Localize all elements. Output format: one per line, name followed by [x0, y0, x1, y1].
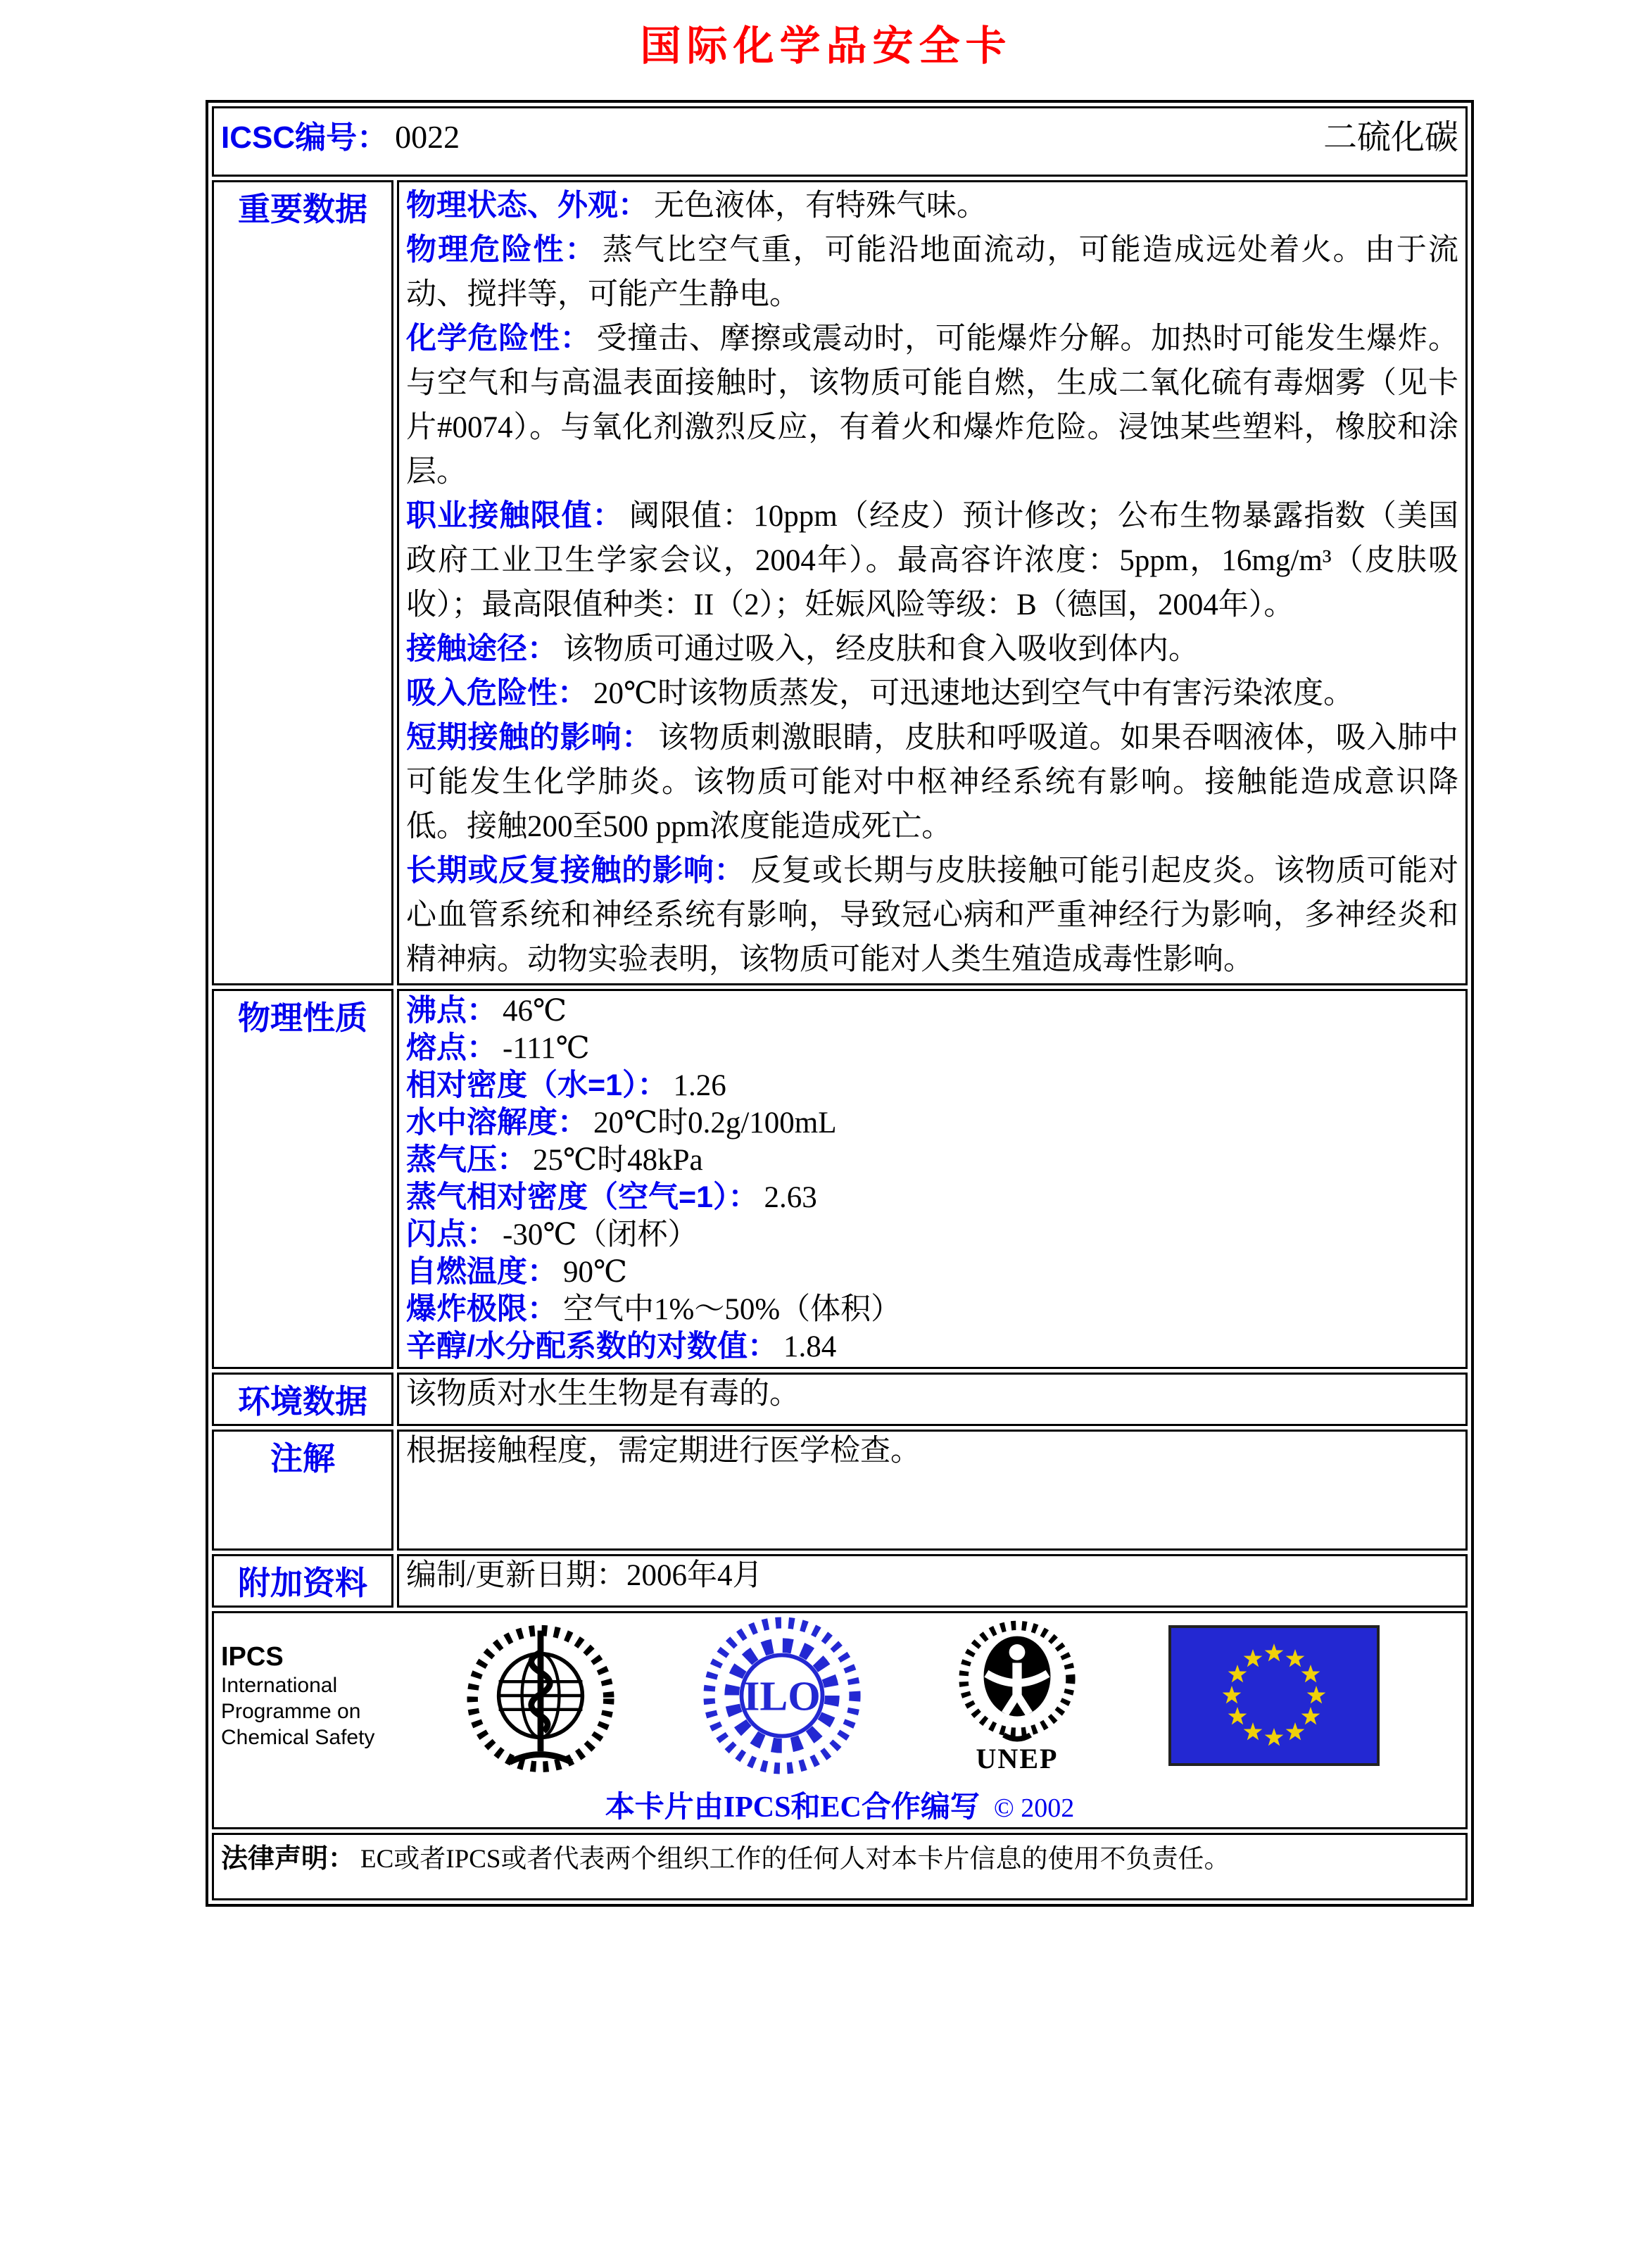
page-title: 国际化学品安全卡 [640, 23, 1012, 69]
footer-copyright: © 2002 [993, 1793, 1075, 1823]
section-row-4 [212, 1554, 1468, 1608]
card-sections-body [212, 180, 1468, 1608]
field-value: 编制/更新日期：2006年4月 [406, 1559, 763, 1592]
section-row-2 [212, 1373, 1468, 1426]
paragraph [406, 1328, 1458, 1365]
paragraph [406, 184, 1458, 228]
section-row-3 [212, 1430, 1468, 1551]
section-label: 环境数据 [212, 1373, 393, 1426]
paragraph [406, 1030, 1458, 1067]
ipcs-line: Programme on [221, 1699, 361, 1723]
field-value: 20℃时该物质蒸发，可迅速地达到空气中有害污染浓度。 [593, 677, 1354, 710]
paragraph [406, 228, 1458, 317]
ipcs-line: International [221, 1673, 338, 1697]
field-label: 化学危险性： [406, 322, 591, 355]
footer-caption-text: 本卡片由IPCS和EC合作编写 [605, 1791, 980, 1824]
field-label: 蒸气相对密度（空气=1）： [406, 1180, 759, 1214]
section-label: 重要数据 [212, 180, 393, 985]
paragraph [406, 1254, 1458, 1291]
field-value: 该物质对水生生物是有毒的。 [406, 1377, 800, 1411]
logos-row [212, 1611, 1468, 1829]
unep-logo-icon [950, 1617, 1084, 1774]
field-label: 短期接触的影响： [406, 721, 653, 755]
field-label: 职业接触限值： [406, 499, 624, 533]
ilo-logo-icon [701, 1615, 863, 1777]
field-label: 物理状态、外观： [406, 189, 648, 222]
section-content [397, 1554, 1468, 1608]
section-row-0 [212, 180, 1468, 985]
field-value: 46℃ [503, 995, 567, 1028]
unep-logo-label: UNEP [976, 1743, 1059, 1774]
section-label: 注解 [212, 1430, 393, 1551]
icsc-number-label: ICSC编号： [221, 120, 389, 155]
footer-caption [221, 1784, 1458, 1826]
section-label: 物理性质 [212, 989, 393, 1369]
paragraph [406, 1142, 1458, 1179]
eu-flag-icon [1168, 1625, 1380, 1766]
section-content [397, 1373, 1468, 1426]
field-label: 长期或反复接触的影响： [406, 854, 745, 888]
card-footer-body [212, 1611, 1468, 1900]
paragraph [406, 317, 1458, 494]
section-content [397, 1430, 1468, 1551]
field-value: 蒸气比空气重，可能沿地面流动，可能造成远处着火。由于流动、搅拌等，可能产生静电。 [406, 234, 1458, 311]
header-row [212, 106, 1468, 177]
ipcs-text-block [221, 1641, 418, 1750]
paragraph [406, 716, 1458, 849]
field-value: -111℃ [503, 1032, 590, 1065]
field-label: 熔点： [406, 1031, 497, 1065]
field-label: 水中溶解度： [406, 1106, 588, 1140]
paragraph [406, 1433, 1458, 1470]
field-value: 1.26 [673, 1069, 726, 1102]
field-value: 2.63 [764, 1181, 817, 1214]
field-label: 自燃温度： [406, 1255, 557, 1289]
section-row-1 [212, 989, 1468, 1369]
field-label: 接触途径： [406, 632, 557, 666]
ipcs-acronym: IPCS [221, 1641, 284, 1672]
paragraph [406, 1104, 1458, 1142]
field-label: 物理危险性： [406, 233, 597, 267]
paragraph [406, 1179, 1458, 1216]
field-value: 空气中1%～50%（体积） [563, 1293, 902, 1326]
field-label: 闪点： [406, 1218, 497, 1251]
field-label: 吸入危险性： [406, 676, 588, 710]
section-label: 附加资料 [212, 1554, 393, 1608]
logos-cell [212, 1611, 1468, 1829]
svg-text:ILO: ILO [743, 1672, 821, 1720]
legal-label: 法律声明： [221, 1844, 355, 1874]
section-content [397, 180, 1468, 985]
card-header-body [212, 106, 1468, 177]
field-label: 辛醇/水分配系数的对数值： [406, 1330, 778, 1363]
paragraph [406, 1291, 1458, 1328]
field-value: 25℃时48kPa [533, 1144, 703, 1177]
field-label: 爆炸极限： [406, 1292, 557, 1326]
field-value: -30℃（闭杯） [503, 1218, 698, 1251]
paragraph [406, 992, 1458, 1030]
legal-text: EC或者IPCS或者代表两个组织工作的任何人对本卡片信息的使用不负责任。 [360, 1845, 1230, 1874]
paragraph [406, 671, 1458, 716]
field-value: 反复或长期与皮肤接触可能引起皮炎。该物质可能对心血管系统和神经系统有影响，导致冠心病和严重神经行为影响，多神经炎和精神病。动物实验表明，该物质可能对人类生殖造成毒性影响。 [406, 854, 1459, 976]
field-value: 1.84 [783, 1330, 837, 1363]
paragraph [406, 1216, 1458, 1254]
icsc-card-table [206, 100, 1474, 1907]
who-logo-icon [463, 1618, 618, 1773]
field-value: 受撞击、摩擦或震动时，可能爆炸分解。加热时可能发生爆炸。与空气和与高温表面接触时，该物质可能自燃，生成二氧化硫有毒烟雾（见卡片#0074）。与氧化剂激烈反应，有着火和爆炸危险。浸蚀某些塑料，橡胶和涂层。 [406, 322, 1459, 488]
field-value: 该物质可通过吸入，经皮肤和食入吸收到体内。 [563, 633, 1199, 666]
paragraph [406, 1067, 1458, 1104]
paragraph [406, 849, 1458, 982]
field-value: 阈限值：10ppm（经皮）预计修改；公布生物暴露指数（美国政府工业卫生学家会议，2004年）。最高容许浓度：5ppm，16mg/m³（皮肤吸收）；最高限值种类：II（2）；妊娠风险等级：B（德国，2004年）。 [406, 500, 1459, 622]
paragraph [406, 627, 1458, 671]
section-content [397, 989, 1468, 1369]
field-label: 相对密度（水=1）： [406, 1068, 668, 1102]
legal-row [212, 1833, 1468, 1900]
field-value: 20℃时0.2g/100mL [593, 1106, 837, 1140]
field-value: 90℃ [563, 1256, 628, 1289]
paragraph [406, 1376, 1458, 1413]
icsc-number-value: 0022 [395, 118, 460, 155]
field-label: 蒸气压： [406, 1143, 527, 1177]
paragraph [406, 494, 1458, 627]
field-value: 根据接触程度，需定期进行医学检查。 [406, 1434, 921, 1468]
field-value: 该物质刺激眼睛，皮肤和呼吸道。如果吞咽液体，吸入肺中可能发生化学肺炎。该物质可能对中枢神经系统有影响。接触能造成意识降低。接触200至500 ppm浓度能造成死亡。 [406, 721, 1459, 843]
legal-cell [212, 1833, 1468, 1900]
ipcs-line: Chemical Safety [221, 1725, 375, 1749]
field-label: 沸点： [406, 994, 497, 1028]
chemical-name: 二硫化碳 [1323, 119, 1458, 156]
header-cell [212, 106, 1468, 177]
field-value: 无色液体，有特殊气味。 [654, 189, 987, 222]
paragraph [406, 1558, 1458, 1594]
